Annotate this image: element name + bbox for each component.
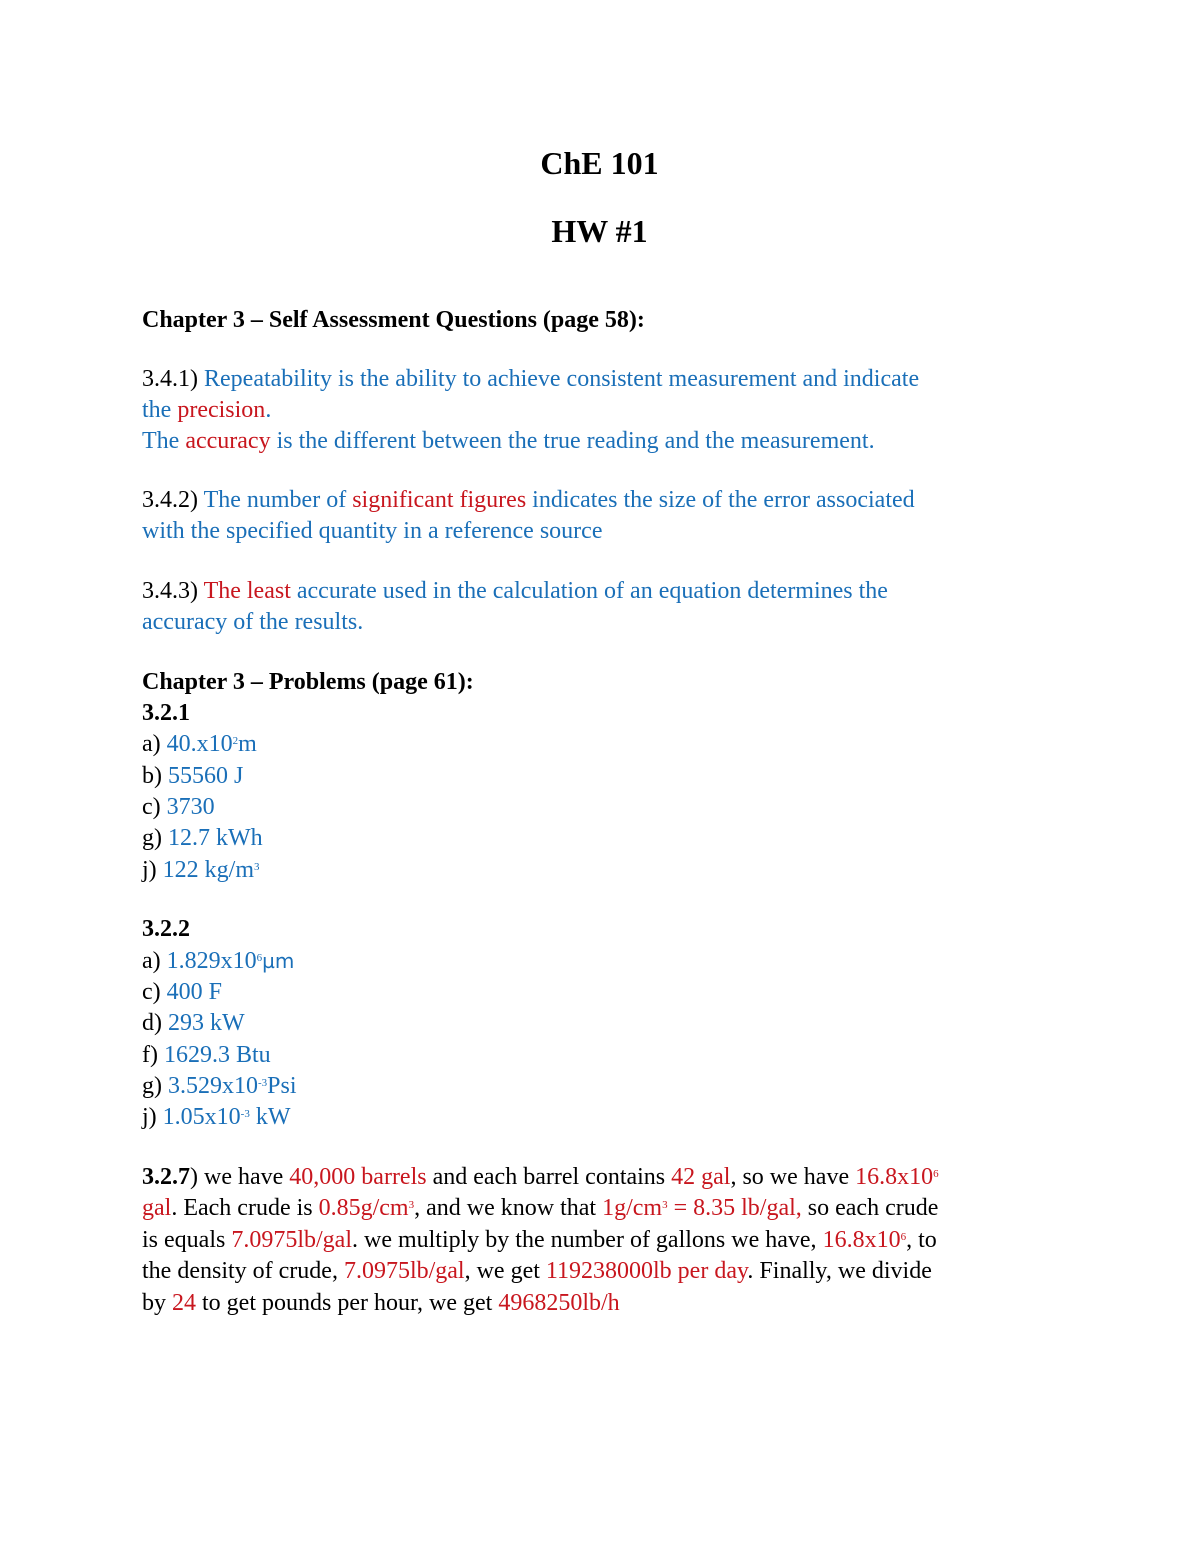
text: is equals xyxy=(142,1227,226,1253)
highlight: 40,000 barrels xyxy=(289,1164,427,1190)
keyword-accuracy: accuracy xyxy=(185,428,271,454)
list-item xyxy=(142,729,257,760)
item-exponent: -3 xyxy=(240,1108,250,1120)
item-unit: kW xyxy=(249,1104,291,1130)
highlight: g/cm xyxy=(360,1195,409,1221)
highlight: = 8.35 lb/gal, xyxy=(673,1195,802,1221)
answer-3-4-1-line-1 xyxy=(142,364,919,395)
problem-3-2-7-line-4 xyxy=(142,1256,932,1287)
text: to get pounds per hour, we get xyxy=(202,1290,493,1316)
answer-text: is the different between the true reading and the measurement. xyxy=(276,428,875,454)
keyword-the-least: The least xyxy=(203,578,291,604)
item-value: 1.05x10 xyxy=(162,1104,241,1130)
answer-text: indicates the size of the error associated xyxy=(532,487,915,513)
exponent: 6 xyxy=(900,1231,907,1243)
text: so each crude xyxy=(807,1195,939,1221)
text: , so we have xyxy=(730,1164,850,1190)
item-value: 1629.3 Btu xyxy=(163,1042,271,1068)
answer-text: the xyxy=(142,397,172,423)
item-letter: g) xyxy=(142,825,162,851)
section-heading-problems: Chapter 3 – Problems (page 61): xyxy=(142,669,474,695)
text: . Finally, we divide xyxy=(747,1258,932,1284)
answer-text: The number of xyxy=(203,487,347,513)
text: , and we know that xyxy=(414,1195,597,1221)
list-item xyxy=(142,855,260,886)
page-title: ChE 101 xyxy=(540,145,659,181)
answer-3-4-1-line-3 xyxy=(142,426,875,457)
problem-label-3-2-2: 3.2.2 xyxy=(142,916,190,942)
item-exponent: -3 xyxy=(258,1077,268,1089)
highlight: 16.8x10 xyxy=(855,1164,934,1190)
answer-3-4-1-line-2 xyxy=(142,395,271,426)
answer-text: The xyxy=(142,428,180,454)
item-letter: a) xyxy=(142,731,161,757)
text: we have xyxy=(204,1164,284,1190)
list-item xyxy=(142,761,243,792)
item-exponent: 6 xyxy=(256,952,263,964)
item-unit: m xyxy=(238,731,257,757)
item-value: 55560 J xyxy=(168,763,244,789)
question-number: 3.4.3) xyxy=(142,578,198,604)
list-item xyxy=(142,792,215,823)
text: the density of crude, xyxy=(142,1258,338,1284)
highlight: 7.0975lb/gal xyxy=(343,1258,465,1284)
text: . Each crude is xyxy=(171,1195,313,1221)
item-value: 400 F xyxy=(166,979,223,1005)
item-letter: c) xyxy=(142,979,161,1005)
highlight: gal xyxy=(142,1195,172,1221)
question-number: 3.4.1) xyxy=(142,366,198,392)
item-letter: b) xyxy=(142,763,162,789)
paren: ) xyxy=(190,1164,198,1190)
question-number: 3.4.2) xyxy=(142,487,198,513)
item-value: 122 kg/m xyxy=(162,857,255,883)
item-exponent: 2 xyxy=(232,735,239,747)
item-letter: j) xyxy=(142,1104,157,1130)
answer-text: accurate used in the calculation of an equation determines the xyxy=(296,578,888,604)
highlight: 1g/cm xyxy=(602,1195,663,1221)
list-item xyxy=(142,1008,245,1039)
item-letter: c) xyxy=(142,794,161,820)
problem-number: 3.2.7 xyxy=(142,1164,190,1190)
highlight: 4968250lb/h xyxy=(498,1290,620,1316)
exponent: 3 xyxy=(662,1199,668,1211)
highlight: 24 xyxy=(172,1290,196,1316)
item-letter: j) xyxy=(142,857,157,883)
highlight: 16.8x10 xyxy=(822,1227,901,1253)
item-value: 40.x10 xyxy=(166,731,233,757)
keyword-significant-figures: significant figures xyxy=(352,487,527,513)
section-heading-self-assessment: Chapter 3 – Self Assessment Questions (page 58): xyxy=(142,307,645,333)
highlight: 0.85 xyxy=(318,1195,361,1221)
answer-3-4-2-line-2: with the specified quantity in a reference source xyxy=(142,518,603,544)
item-value: 1.829x10 xyxy=(166,948,257,974)
highlight: 119238000lb per day xyxy=(545,1258,748,1284)
text: , we get xyxy=(464,1258,540,1284)
item-unit: µm xyxy=(262,949,295,973)
problem-3-2-7-line-3 xyxy=(142,1225,937,1256)
list-item xyxy=(142,1102,291,1133)
item-letter: f) xyxy=(142,1042,158,1068)
item-value: 3730 xyxy=(166,794,215,820)
item-unit: Psi xyxy=(267,1073,297,1099)
problem-3-2-7-line-5 xyxy=(142,1288,620,1319)
highlight: 7.0975lb/gal xyxy=(231,1227,352,1253)
exponent: 3 xyxy=(408,1199,415,1211)
text: by xyxy=(142,1290,166,1316)
answer-text: Repeatability is the ability to achieve consistent measurement and indicate xyxy=(204,366,920,392)
exponent: 6 xyxy=(933,1168,939,1180)
list-item xyxy=(142,1040,271,1071)
answer-text: . xyxy=(265,397,272,423)
text: , to xyxy=(906,1227,937,1253)
item-value: 3.529x10 xyxy=(168,1073,258,1099)
keyword-precision: precision xyxy=(177,397,266,423)
item-value: 12.7 kWh xyxy=(168,825,263,851)
item-letter: d) xyxy=(142,1010,162,1036)
problem-3-2-7-line-1 xyxy=(142,1162,939,1193)
answer-3-4-2-line-1 xyxy=(142,485,915,516)
problem-label-3-2-1: 3.2.1 xyxy=(142,700,190,726)
list-item xyxy=(142,946,294,977)
item-letter: g) xyxy=(142,1073,162,1099)
answer-3-4-3-line-2: accuracy of the results. xyxy=(142,609,364,635)
list-item xyxy=(142,823,263,854)
item-value: 293 kW xyxy=(168,1010,245,1036)
highlight: 42 gal xyxy=(671,1164,731,1190)
list-item xyxy=(142,1071,297,1102)
answer-3-4-3-line-1 xyxy=(142,576,888,607)
page-subtitle: HW #1 xyxy=(551,213,648,249)
problem-3-2-7-line-2 xyxy=(142,1193,938,1224)
item-letter: a) xyxy=(142,948,161,974)
text: . we multiply by the number of gallons we have, xyxy=(351,1227,817,1253)
list-item xyxy=(142,977,222,1008)
text: and each barrel contains xyxy=(432,1164,666,1190)
item-exponent: 3 xyxy=(254,861,260,873)
